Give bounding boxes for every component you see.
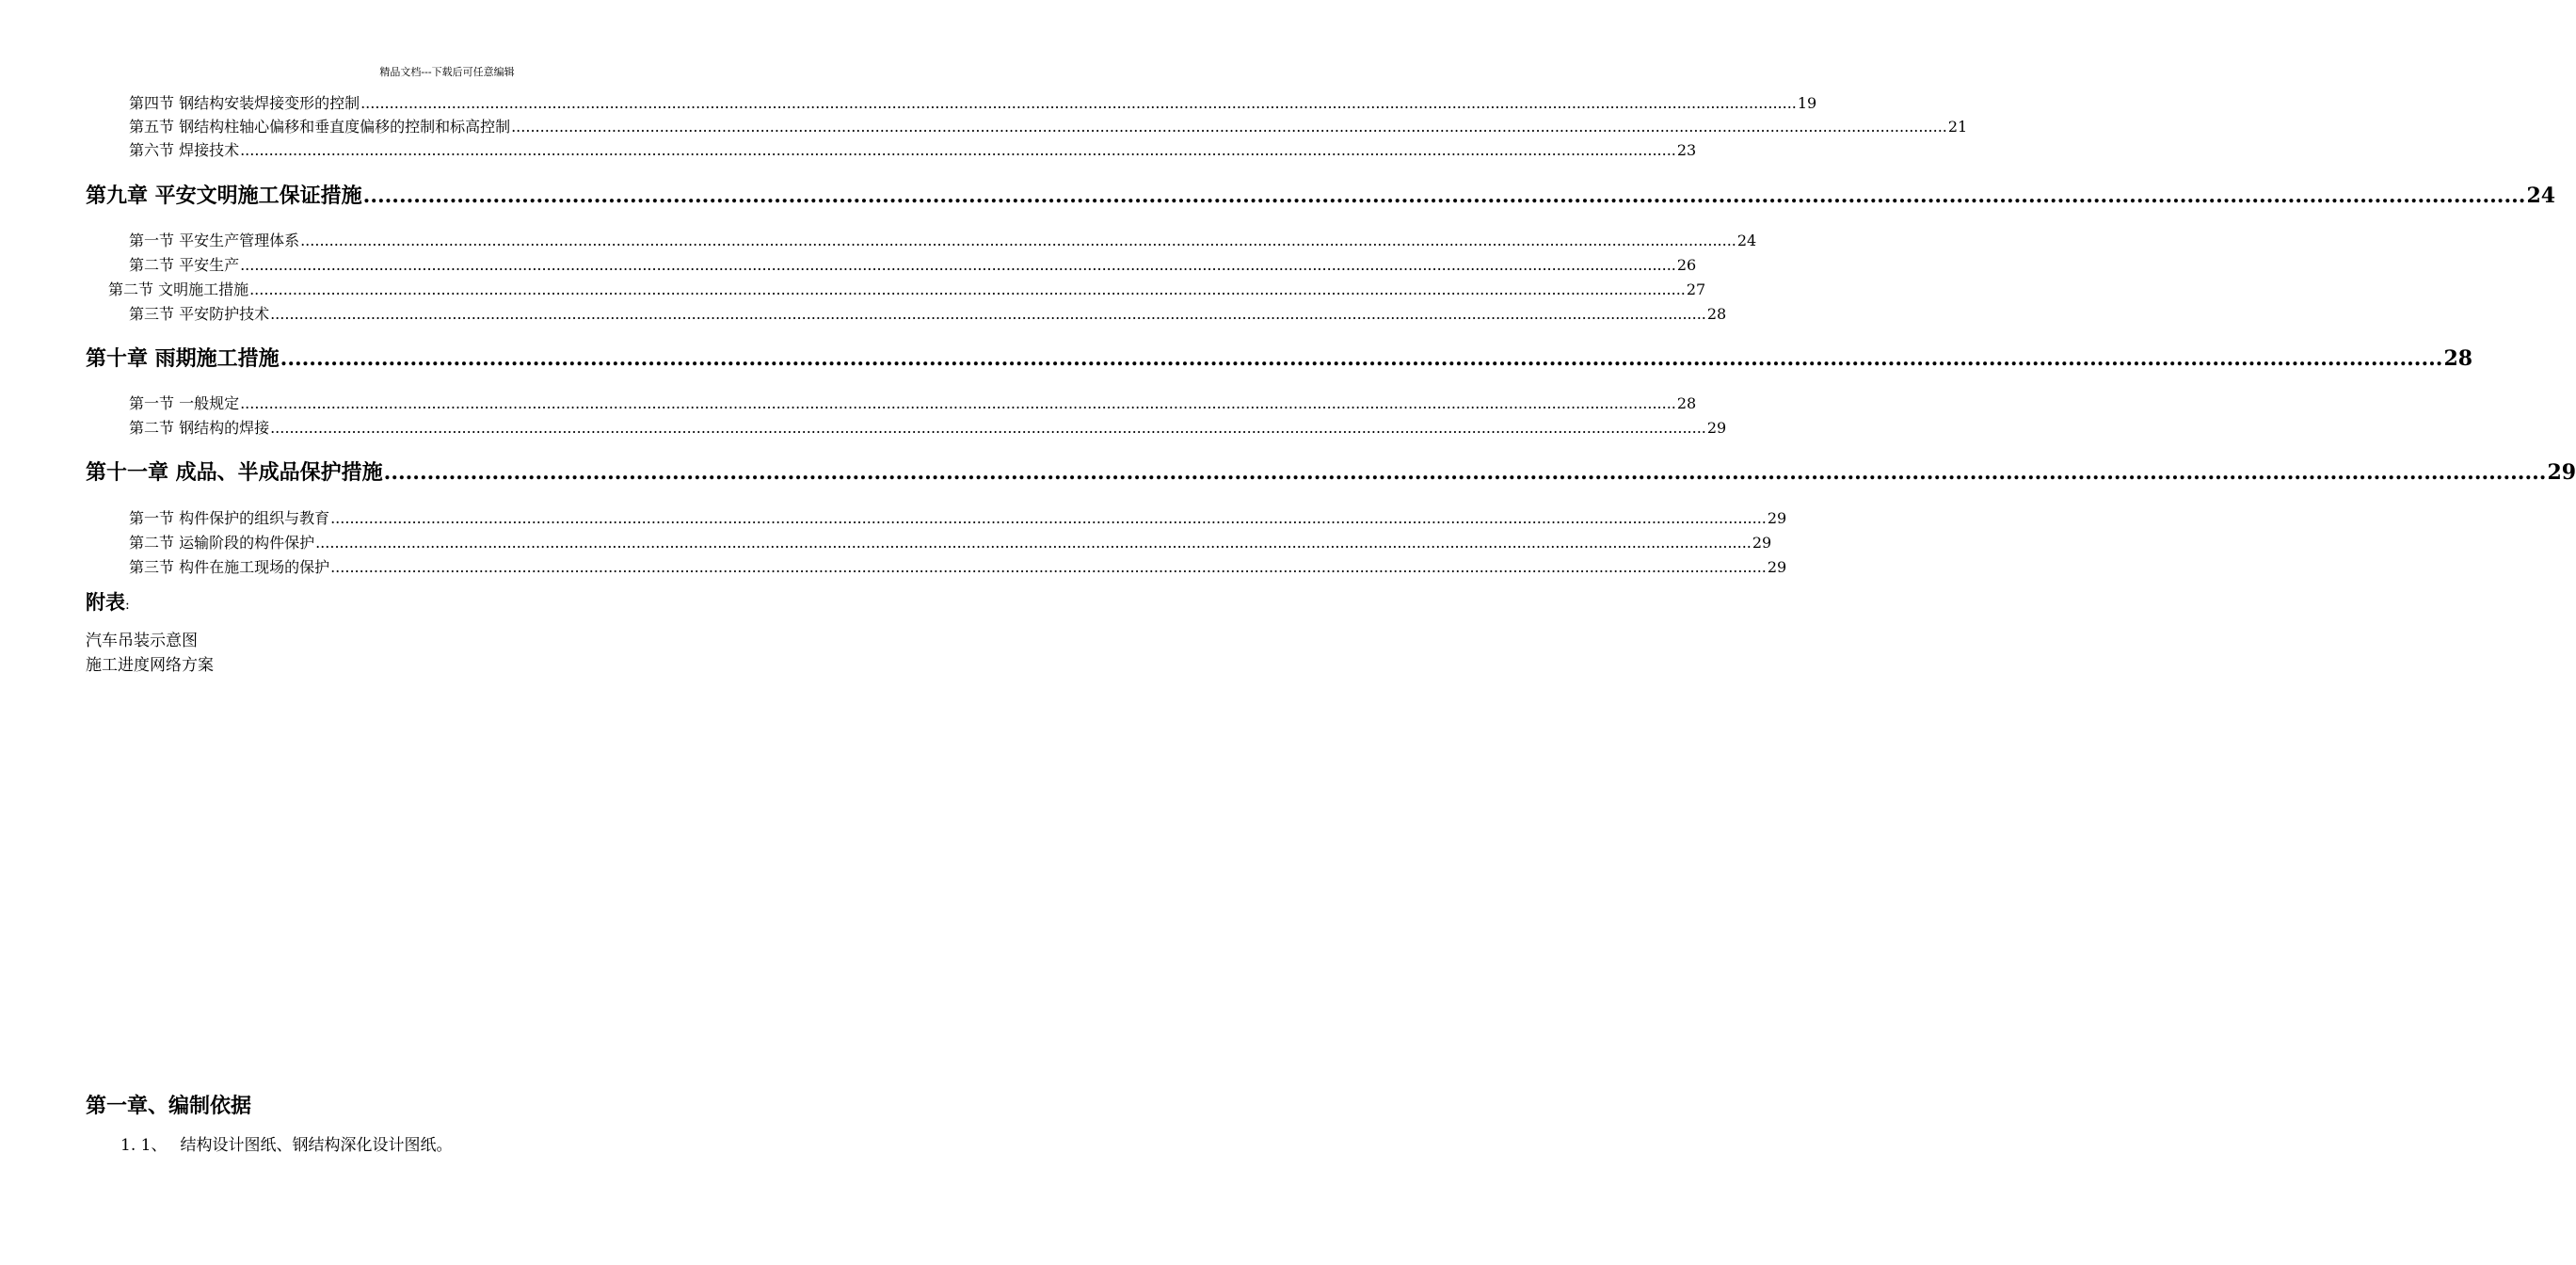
toc-section-entry[interactable] — [129, 91, 1817, 112]
toc-entry-page-number: 29 — [1767, 509, 1787, 527]
toc-dot-leader: ............................................................................................................................................................................................................................................................................................................ — [383, 460, 2547, 485]
toc-section-entry[interactable] — [129, 115, 1968, 136]
toc-entry-label: 第二节 文明施工措施 — [108, 280, 249, 298]
toc-dot-leader: ............................................................................................................................................................................................................................................................................................................ — [270, 419, 1706, 437]
toc-dot-leader: ............................................................................................................................................................................................................................................................................................................ — [280, 346, 2443, 371]
toc-dot-leader: ............................................................................................................................................................................................................................................................................................................ — [249, 280, 1686, 298]
toc-entry-page-number: 28 — [1706, 305, 1727, 323]
appendix-item-crane: 汽车吊装示意图 — [86, 632, 198, 650]
toc-section-entry[interactable] — [108, 278, 1706, 298]
toc-dot-leader: ............................................................................................................................................................................................................................................................................................................ — [240, 256, 1676, 274]
toc-section-entry[interactable] — [129, 138, 1697, 159]
toc-entry-label: 第一节 平安生产管理体系 — [129, 232, 300, 249]
chapter-one-item — [120, 1131, 452, 1155]
toc-entry-page-number: 29 — [2547, 460, 2576, 485]
toc-entry-label: 第十章 雨期施工措施 — [86, 346, 280, 371]
toc-section-entry[interactable] — [129, 555, 1787, 576]
toc-entry-label: 第三节 构件在施工现场的保护 — [129, 558, 330, 576]
toc-dot-leader: ............................................................................................................................................................................................................................................................................................................ — [240, 394, 1676, 412]
toc-entry-page-number: 29 — [1752, 534, 1772, 552]
toc-dot-leader: ............................................................................................................................................................................................................................................................................................................ — [360, 94, 1797, 112]
toc-dot-leader: ............................................................................................................................................................................................................................................................................................................ — [270, 305, 1706, 323]
toc-section-entry[interactable] — [129, 416, 1727, 437]
toc-dot-leader: ............................................................................................................................................................................................................................................................................................................ — [362, 184, 2526, 208]
toc-dot-leader: ............................................................................................................................................................................................................................................................................................................ — [330, 558, 1767, 576]
toc-entry-page-number: 19 — [1797, 94, 1817, 112]
appendix-item-schedule: 施工进度网络方案 — [86, 656, 214, 675]
toc-entry-page-number: 24 — [2526, 184, 2556, 208]
toc-section-entry[interactable] — [129, 253, 1697, 274]
toc-chapter-entry[interactable] — [86, 343, 2473, 371]
toc-entry-label: 第六节 焊接技术 — [129, 141, 240, 159]
toc-dot-leader: ............................................................................................................................................................................................................................................................................................................ — [240, 141, 1676, 159]
toc-entry-page-number: 29 — [1706, 419, 1727, 437]
toc-section-entry[interactable] — [129, 229, 1757, 249]
toc-entry-label: 第一节 一般规定 — [129, 394, 240, 412]
toc-section-entry[interactable] — [129, 392, 1697, 412]
toc-entry-label: 第一节 构件保护的组织与教育 — [129, 509, 330, 527]
chapter-one-heading: 第一章、编制依据 — [86, 1094, 252, 1118]
appendix-colon: : — [125, 598, 130, 613]
toc-entry-page-number: 23 — [1676, 141, 1697, 159]
toc-entry-label: 第二节 运输阶段的构件保护 — [129, 534, 315, 552]
item-number: 1. 1、 — [120, 1136, 168, 1155]
item-text: 结构设计图纸、钢结构深化设计图纸。 — [180, 1136, 453, 1155]
toc-entry-page-number: 29 — [1767, 558, 1787, 576]
toc-section-entry[interactable] — [129, 506, 1787, 527]
toc-dot-leader: ............................................................................................................................................................................................................................................................................................................ — [300, 232, 1736, 249]
toc-dot-leader: ............................................................................................................................................................................................................................................................................................................ — [315, 534, 1752, 552]
appendix-title-text: 附表 — [86, 590, 125, 614]
toc-entry-page-number: 21 — [1947, 118, 1968, 136]
toc-chapter-entry[interactable] — [86, 456, 2576, 485]
toc-entry-label: 第五节 钢结构柱轴心偏移和垂直度偏移的控制和标高控制 — [129, 118, 511, 136]
toc-dot-leader: ............................................................................................................................................................................................................................................................................................................ — [511, 118, 1947, 136]
toc-entry-label: 第九章 平安文明施工保证措施 — [86, 184, 362, 208]
toc-entry-page-number: 27 — [1686, 280, 1706, 298]
appendix-title — [86, 587, 130, 616]
toc-section-entry[interactable] — [129, 531, 1772, 552]
toc-entry-label: 第二节 平安生产 — [129, 256, 240, 274]
toc-entry-label: 第三节 平安防护技术 — [129, 305, 270, 323]
toc-dot-leader: ............................................................................................................................................................................................................................................................................................................ — [330, 509, 1767, 527]
toc-entry-page-number: 26 — [1676, 256, 1697, 274]
toc-entry-page-number: 28 — [2443, 346, 2473, 371]
toc-entry-label: 第四节 钢结构安装焊接变形的控制 — [129, 94, 360, 112]
toc-section-entry[interactable] — [129, 302, 1727, 323]
toc-entry-label: 第二节 钢结构的焊接 — [129, 419, 270, 437]
page-header: 精品文档---下载后可任意编辑 — [379, 66, 515, 78]
toc-entry-page-number: 28 — [1676, 394, 1697, 412]
toc-entry-page-number: 24 — [1736, 232, 1757, 249]
toc-chapter-entry[interactable] — [86, 180, 2556, 208]
toc-entry-label: 第十一章 成品、半成品保护措施 — [86, 460, 383, 485]
